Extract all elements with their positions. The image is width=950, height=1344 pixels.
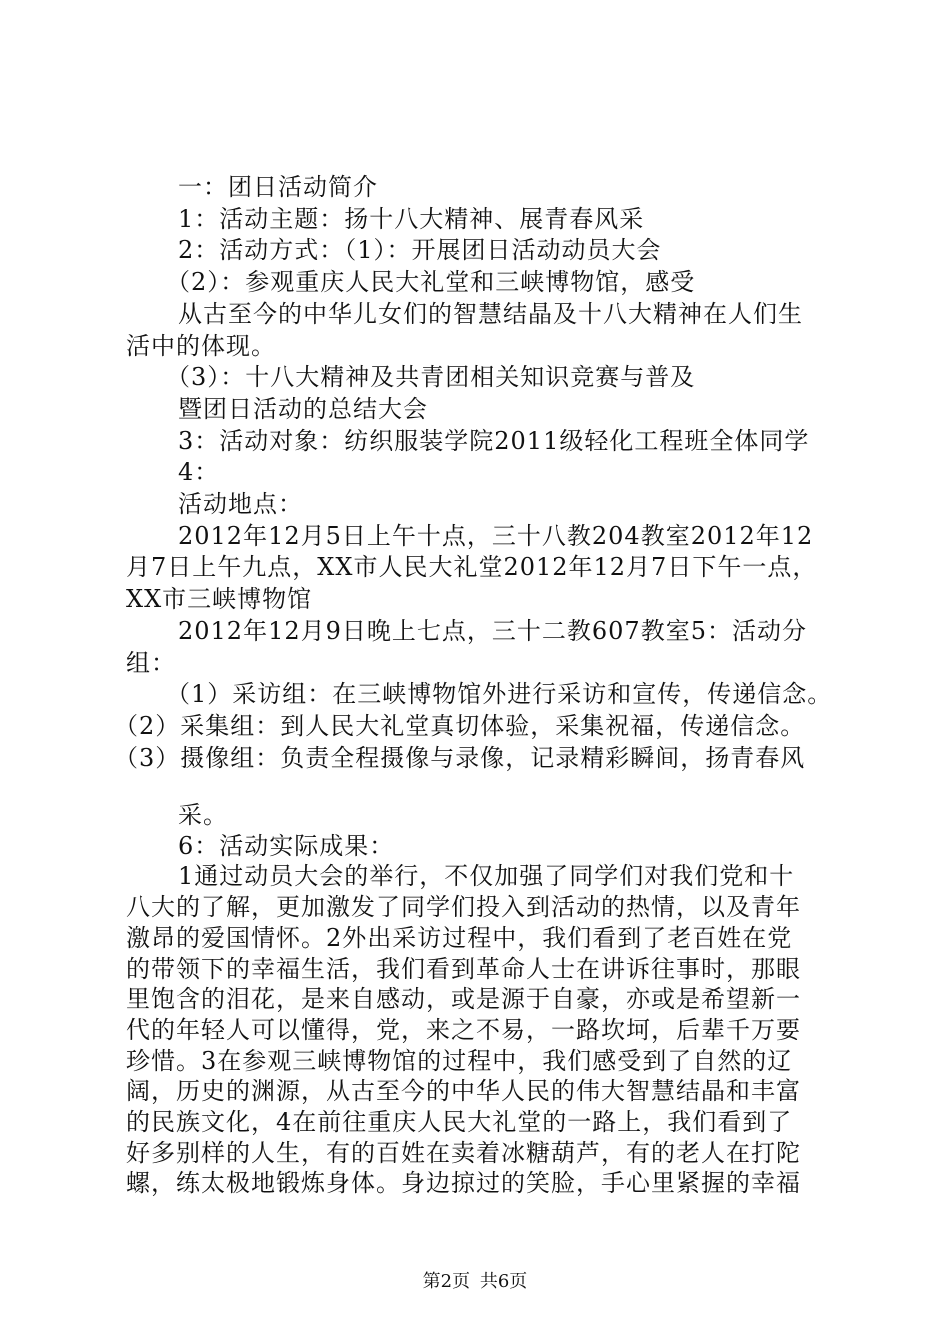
section-heading: 一：团日活动简介 [178, 173, 378, 201]
text-line: 月7日上午九点，XX市人民大礼堂2012年12月7日下午一点， [126, 553, 818, 581]
text-line: XX市三峡博物馆 [126, 585, 313, 613]
text-line: 里饱含的泪花，是来自感动，或是源于自豪，亦或是希望新一 [126, 985, 801, 1013]
text-line: 采。 [178, 801, 228, 829]
text-line: 6：活动实际成果： [178, 832, 395, 860]
text-line: 珍惜。3在参观三峡博物馆的过程中，我们感受到了自然的辽 [126, 1047, 793, 1075]
text-line: 激昂的爱国情怀。2外出采访过程中，我们看到了老百姓在党 [126, 924, 793, 952]
text-line: （2）：参观重庆人民大礼堂和三峡博物馆，感受 [166, 268, 696, 296]
text-line: 2012年12月9日晚上七点，三十二教607教室5：活动分 [178, 617, 807, 645]
text-line: （3）：十八大精神及共青团相关知识竞赛与普及 [166, 363, 696, 391]
text-line: 4： [178, 458, 220, 486]
page-footer [0, 1270, 950, 1294]
text-line: 3：活动对象：纺织服装学院2011级轻化工程班全体同学 [178, 427, 810, 455]
page-number: 第2页 [422, 1271, 471, 1292]
text-line: 阔，历史的渊源，从古至今的中华人民的伟大智慧结晶和丰富 [126, 1077, 801, 1105]
text-line: （1）采访组：在三峡博物馆外进行采访和宣传，传递信念。 [166, 680, 833, 708]
text-line: （2）采集组：到人民大礼堂真切体验，采集祝福，传递信念。 [114, 712, 806, 740]
text-line: （3）摄像组：负责全程摄像与录像，记录精彩瞬间，扬青春风 [114, 744, 806, 772]
text-line: 活动地点： [178, 490, 303, 518]
text-line: 代的年轻人可以懂得，党，来之不易，一路坎坷，后辈千万要 [126, 1016, 801, 1044]
text-line: 1通过动员大会的举行，不仅加强了同学们对我们党和十 [178, 862, 795, 890]
text-line: 2012年12月5日上午十点，三十八教204教室2012年12 [178, 522, 814, 550]
text-line: 组： [126, 649, 176, 677]
text-line: 的带领下的幸福生活，我们看到革命人士在讲诉往事时，那眼 [126, 955, 801, 983]
text-line: 1：活动主题：扬十八大精神、展青春风采 [178, 205, 645, 233]
text-line: 的民族文化，4在前往重庆人民大礼堂的一路上，我们看到了 [126, 1108, 793, 1136]
text-line: 活中的体现。 [126, 332, 276, 360]
text-line: 从古至今的中华儿女们的智慧结晶及十八大精神在人们生 [178, 300, 803, 328]
text-line: 八大的了解，更加激发了同学们投入到活动的热情，以及青年 [126, 893, 801, 921]
text-line: 螺，练太极地锻炼身体。身边掠过的笑脸，手心里紧握的幸福 [126, 1169, 801, 1197]
text-line: 好多别样的人生，有的百姓在卖着冰糖葫芦，有的老人在打陀 [126, 1139, 801, 1167]
text-line: 暨团日活动的总结大会 [178, 395, 428, 423]
text-line: 2：活动方式：（1）：开展团日活动动员大会 [178, 236, 662, 264]
page-total: 共6页 [479, 1271, 528, 1292]
